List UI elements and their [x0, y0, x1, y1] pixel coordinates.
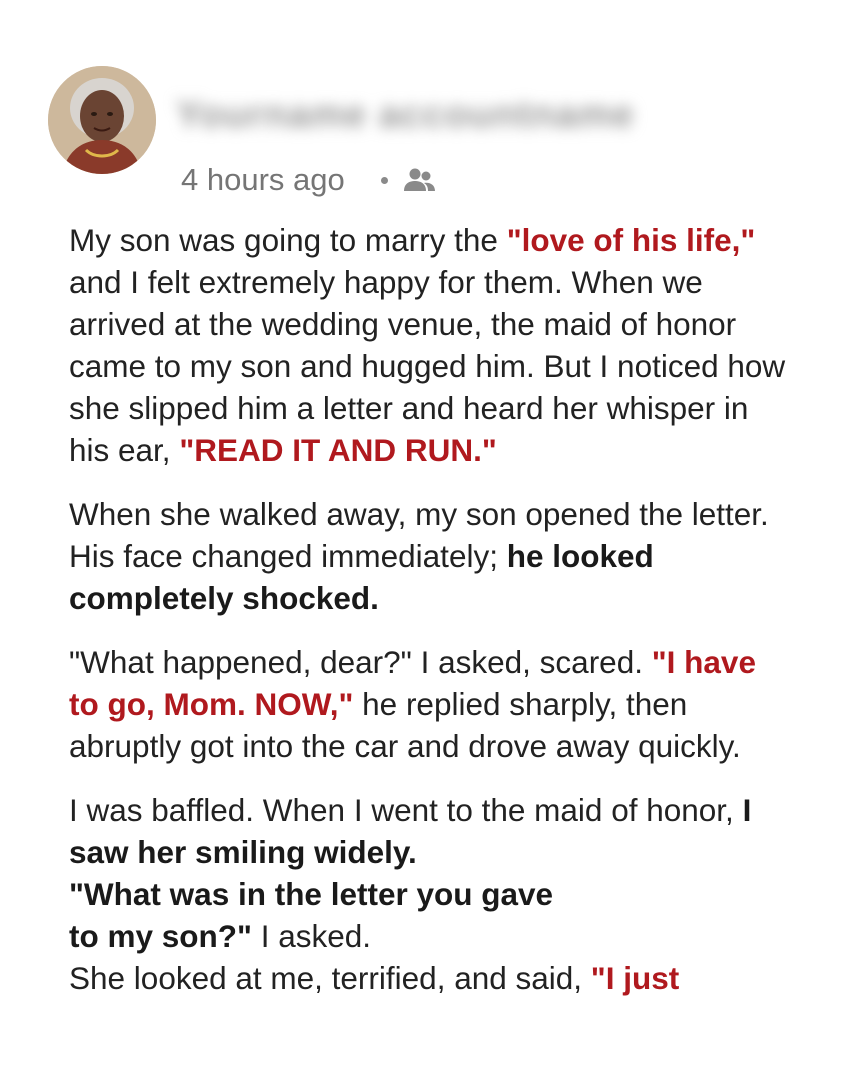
- bold-text: I saw her smiling widely.: [69, 792, 752, 870]
- bold-text: to my son?": [69, 918, 252, 954]
- highlighted-quote: "I have to go, Mom. NOW,": [69, 644, 756, 722]
- paragraph-text: I was baffled. When I went to the maid of honor,: [69, 792, 743, 828]
- paragraph-text: She looked at me, terrified, and said,: [69, 960, 591, 996]
- paragraph-text: I asked.: [251, 918, 372, 954]
- paragraph-text: When she walked away, my son opened the letter. His face changed immediately;: [69, 496, 769, 574]
- highlighted-quote: "READ IT AND RUN.": [179, 432, 497, 468]
- meta-separator-dot: [381, 177, 388, 184]
- highlighted-quote: "I just: [590, 960, 680, 996]
- elderly-woman-avatar-icon: [48, 66, 156, 174]
- post-paragraph: [69, 789, 789, 999]
- post-paragraph: [69, 219, 789, 471]
- post-paragraph: [69, 493, 789, 619]
- author-name[interactable]: Yourname accountname: [176, 94, 635, 136]
- paragraph-text: and I felt extremely happy for them. When we arrived at the wedding venue, the maid of honor came to my son and hugged him. But I noticed how she slipped him a letter and heard her whisper in his ear,: [69, 264, 786, 468]
- highlighted-quote: "love of his life,": [506, 222, 756, 258]
- friends-icon[interactable]: [402, 165, 438, 195]
- paragraph-text: My son was going to marry the: [69, 222, 507, 258]
- post-timestamp[interactable]: 4 hours ago: [181, 162, 345, 197]
- author-avatar[interactable]: [48, 66, 156, 174]
- bold-text: "What was in the letter you gave: [69, 876, 554, 912]
- paragraph-text: he replied sharply, then abruptly got into the car and drove away quickly.: [69, 686, 741, 764]
- bold-text: he looked completely shocked.: [69, 538, 654, 616]
- paragraph-text: "What happened, dear?" I asked, scared.: [69, 644, 652, 680]
- post-paragraph: [69, 641, 789, 767]
- post-meta: [181, 160, 438, 200]
- post-body: [69, 219, 789, 1021]
